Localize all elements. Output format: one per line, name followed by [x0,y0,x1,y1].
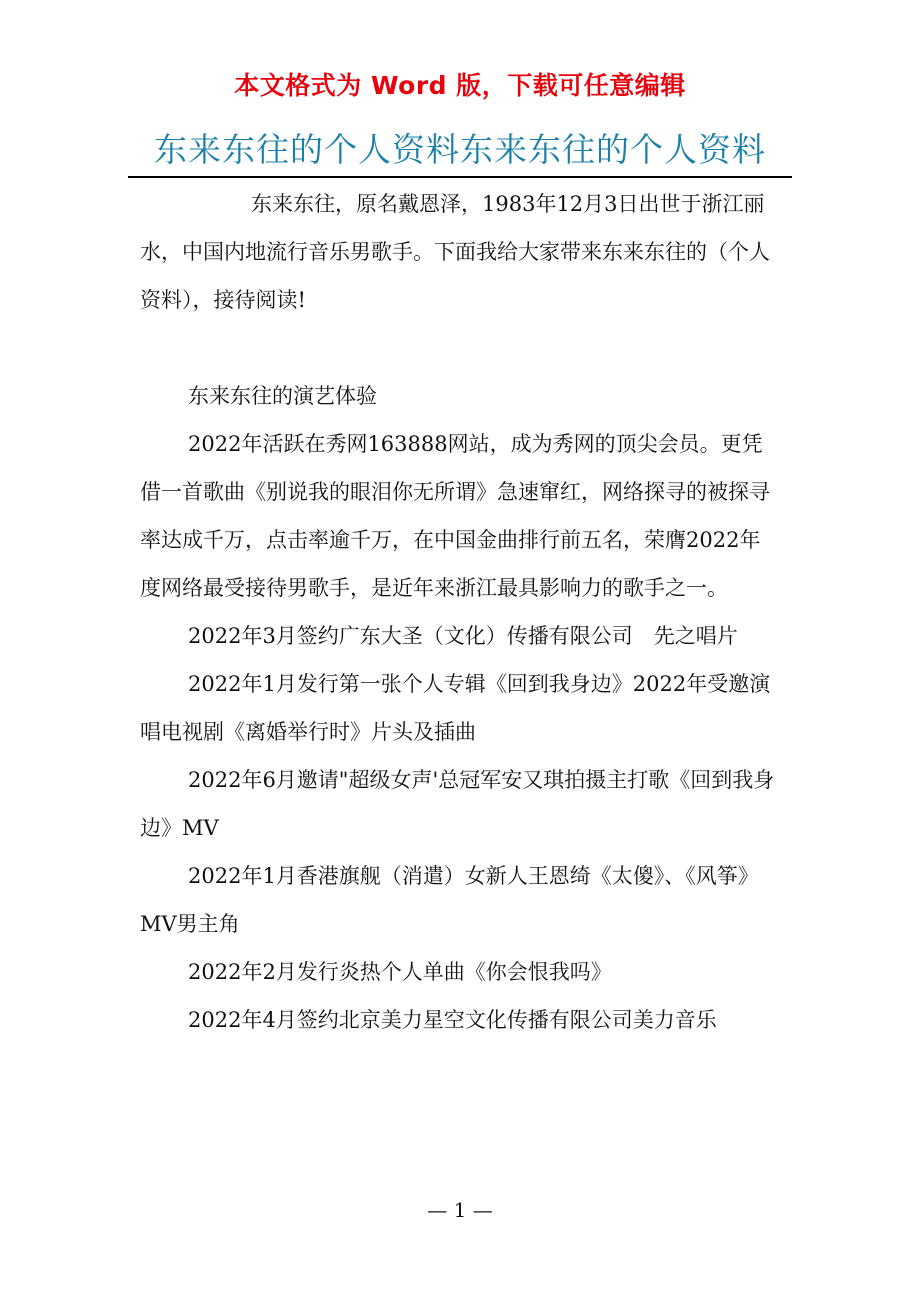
body-paragraph: 2022年1月香港旗舰（消遣）女新人王恩绮《太傻》、《风筝》MV男主角 [140,864,759,936]
paragraph-spacer [140,324,780,372]
body-paragraph: 2022年活跃在秀网163888网站，成为秀网的顶尖会员。更凭借一首歌曲《别说我的眼泪你无所谓》急速窜红，网络探寻的被探寻率达成千万，点击率逾千万，在中国金曲排行前五名，荣膺2022年度网络最受接待男歌手，是近年来浙江最具影响力的歌手之一。 [140,432,770,600]
body-paragraph: 2022年2月发行炎热个人单曲《你会恨我吗》 [188,960,612,984]
document-body [140,180,780,1044]
section-heading: 东来东往的演艺体验 [188,384,377,408]
document-title: 东来东往的个人资料东来东往的个人资料 [154,130,766,169]
body-paragraph: 2022年4月签约北京美力星空文化传播有限公司美力音乐 [188,1008,717,1032]
title-divider [128,176,792,178]
page-number: — 1 — [427,1198,493,1222]
body-paragraph: 2022年1月发行第一张个人专辑《回到我身边》2022年受邀演唱电视剧《离婚举行时》片头及插曲 [140,672,771,744]
intro-paragraph: 东来东往，原名戴恩泽，1983年12月3日出世于浙江丽水，中国内地流行音乐男歌手。下面我给大家带来东来东往的（个人资料），接待阅读! [140,192,770,312]
body-paragraph: 2022年6月邀请"超级女声'总冠军安又琪拍摄主打歌《回到我身边》MV [140,768,775,840]
body-paragraph: 2022年3月签约广东大圣（文化）传播有限公司 先之唱片 [188,624,738,648]
format-banner: 本文格式为 Word 版，下载可任意编辑 [234,71,686,100]
